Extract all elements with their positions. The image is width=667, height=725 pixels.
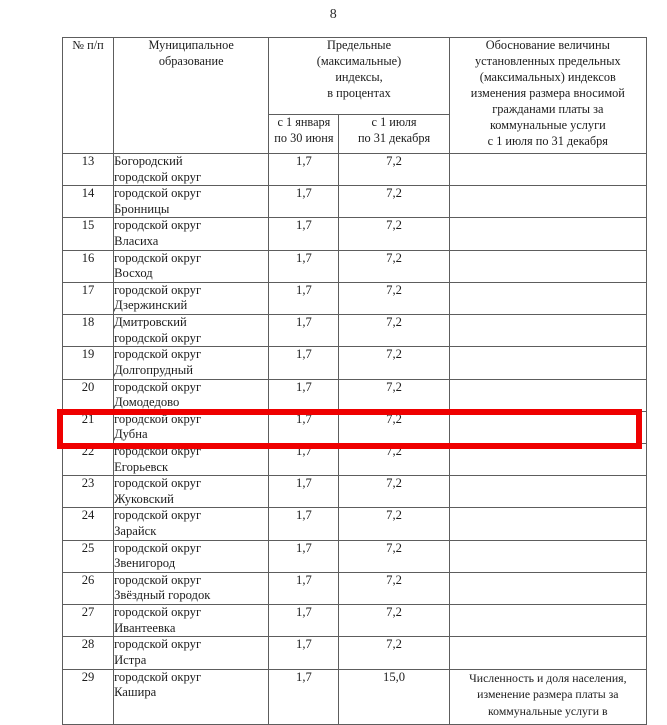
row-cell-period-jan-jun: 1,7	[269, 476, 339, 508]
row-cell-period-jan-jun: 1,7	[269, 282, 339, 314]
row-cell-municipality: городской округ Ивантеевка	[114, 605, 269, 637]
row-cell-justification	[449, 540, 646, 572]
row-cell-municipality: городской округ Долгопрудный	[114, 347, 269, 379]
table-row	[63, 186, 647, 218]
row-cell-period-jul-dec: 7,2	[339, 540, 449, 572]
header-cell-period-jul-dec: с 1 июля по 31 декабря	[339, 114, 449, 153]
row-cell-number: 18	[63, 315, 114, 347]
row-cell-justification	[449, 282, 646, 314]
table-row	[63, 379, 647, 411]
table-row	[63, 218, 647, 250]
row-cell-period-jul-dec: 7,2	[339, 315, 449, 347]
row-cell-justification	[449, 443, 646, 475]
header-cell-number: № п/п	[63, 38, 114, 154]
row-cell-period-jul-dec: 7,2	[339, 379, 449, 411]
row-cell-period-jan-jun: 1,7	[269, 347, 339, 379]
row-cell-period-jan-jun: 1,7	[269, 540, 339, 572]
header-cell-period-jan-jun: с 1 января по 30 июня	[269, 114, 339, 153]
row-cell-period-jul-dec: 7,2	[339, 411, 449, 443]
row-cell-municipality: городской округ Истра	[114, 637, 269, 669]
row-cell-number: 29	[63, 669, 114, 724]
row-cell-period-jul-dec: 7,2	[339, 637, 449, 669]
row-cell-municipality: городской округ Жуковский	[114, 476, 269, 508]
table-row	[63, 154, 647, 186]
row-cell-municipality: городской округ Дубна	[114, 411, 269, 443]
row-cell-period-jul-dec: 7,2	[339, 572, 449, 604]
row-cell-period-jul-dec: 7,2	[339, 154, 449, 186]
row-cell-period-jul-dec: 7,2	[339, 282, 449, 314]
row-cell-period-jan-jun: 1,7	[269, 572, 339, 604]
row-cell-period-jul-dec: 7,2	[339, 443, 449, 475]
table-row	[63, 411, 647, 443]
row-cell-municipality: городской округ Кашира	[114, 669, 269, 724]
row-cell-number: 16	[63, 250, 114, 282]
row-cell-municipality: городской округ Бронницы	[114, 186, 269, 218]
table-row	[63, 347, 647, 379]
row-cell-justification	[449, 572, 646, 604]
row-cell-municipality: городской округ Звёздный городок	[114, 572, 269, 604]
row-cell-justification	[449, 411, 646, 443]
table-row	[63, 637, 647, 669]
row-cell-justification: Численность и доля населения, изменение размера платы за коммунальные услуги в	[449, 669, 646, 724]
row-cell-justification	[449, 476, 646, 508]
row-cell-period-jan-jun: 1,7	[269, 218, 339, 250]
row-cell-period-jan-jun: 1,7	[269, 379, 339, 411]
row-cell-municipality: городской округ Восход	[114, 250, 269, 282]
row-cell-municipality: Богородский городской округ	[114, 154, 269, 186]
row-cell-municipality: городской округ Дзержинский	[114, 282, 269, 314]
row-cell-period-jan-jun: 1,7	[269, 637, 339, 669]
tariff-index-table	[62, 37, 647, 725]
row-cell-period-jan-jun: 1,7	[269, 250, 339, 282]
table-row	[63, 282, 647, 314]
row-cell-justification	[449, 186, 646, 218]
row-cell-number: 28	[63, 637, 114, 669]
page-number: 8	[329, 7, 338, 22]
table-row	[63, 605, 647, 637]
row-cell-municipality: городской округ Звенигород	[114, 540, 269, 572]
table-row	[63, 443, 647, 475]
row-cell-number: 26	[63, 572, 114, 604]
row-cell-justification	[449, 250, 646, 282]
row-cell-period-jul-dec: 7,2	[339, 508, 449, 540]
row-cell-number: 20	[63, 379, 114, 411]
table-row	[63, 250, 647, 282]
row-cell-number: 13	[63, 154, 114, 186]
row-cell-period-jan-jun: 1,7	[269, 315, 339, 347]
row-cell-period-jan-jun: 1,7	[269, 186, 339, 218]
row-cell-period-jan-jun: 1,7	[269, 508, 339, 540]
row-cell-justification	[449, 218, 646, 250]
table-row	[63, 540, 647, 572]
row-cell-period-jan-jun: 1,7	[269, 669, 339, 724]
row-cell-justification	[449, 347, 646, 379]
row-cell-number: 14	[63, 186, 114, 218]
row-cell-period-jul-dec: 15,0	[339, 669, 449, 724]
header-cell-municipality: Муниципальное образование	[114, 38, 269, 154]
row-cell-period-jan-jun: 1,7	[269, 411, 339, 443]
row-cell-municipality: городской округ Егорьевск	[114, 443, 269, 475]
row-cell-period-jul-dec: 7,2	[339, 186, 449, 218]
row-cell-justification	[449, 315, 646, 347]
row-cell-period-jan-jun: 1,7	[269, 154, 339, 186]
row-cell-period-jan-jun: 1,7	[269, 605, 339, 637]
table-body	[63, 154, 647, 725]
row-cell-municipality: городской округ Зарайск	[114, 508, 269, 540]
table-header	[63, 38, 647, 154]
header-cell-limit-indices: Предельные (максимальные) индексы, в процентах	[269, 38, 449, 115]
row-cell-justification	[449, 508, 646, 540]
header-cell-justification: Обоснование величины установленных предельных (максимальных) индексов изменения размера вносимой гражданами платы за коммунальные услуги с 1 июля по 31 декабря	[449, 38, 646, 154]
table-row	[63, 669, 647, 724]
row-cell-period-jul-dec: 7,2	[339, 218, 449, 250]
row-cell-justification	[449, 154, 646, 186]
row-cell-number: 24	[63, 508, 114, 540]
row-cell-period-jan-jun: 1,7	[269, 443, 339, 475]
row-cell-justification	[449, 605, 646, 637]
row-cell-number: 23	[63, 476, 114, 508]
row-cell-period-jul-dec: 7,2	[339, 250, 449, 282]
row-cell-municipality: городской округ Власиха	[114, 218, 269, 250]
row-cell-number: 17	[63, 282, 114, 314]
row-cell-number: 21	[63, 411, 114, 443]
table-row	[63, 572, 647, 604]
row-cell-justification	[449, 379, 646, 411]
row-cell-number: 15	[63, 218, 114, 250]
row-cell-period-jul-dec: 7,2	[339, 605, 449, 637]
row-cell-justification	[449, 637, 646, 669]
row-cell-municipality: городской округ Домодедово	[114, 379, 269, 411]
row-cell-period-jul-dec: 7,2	[339, 476, 449, 508]
row-cell-number: 19	[63, 347, 114, 379]
row-cell-number: 22	[63, 443, 114, 475]
row-cell-period-jul-dec: 7,2	[339, 347, 449, 379]
row-cell-municipality: Дмитровский городской округ	[114, 315, 269, 347]
table-row	[63, 315, 647, 347]
row-cell-number: 27	[63, 605, 114, 637]
table-header-row-1	[63, 38, 647, 115]
row-cell-number: 25	[63, 540, 114, 572]
table-row	[63, 476, 647, 508]
table-row	[63, 508, 647, 540]
